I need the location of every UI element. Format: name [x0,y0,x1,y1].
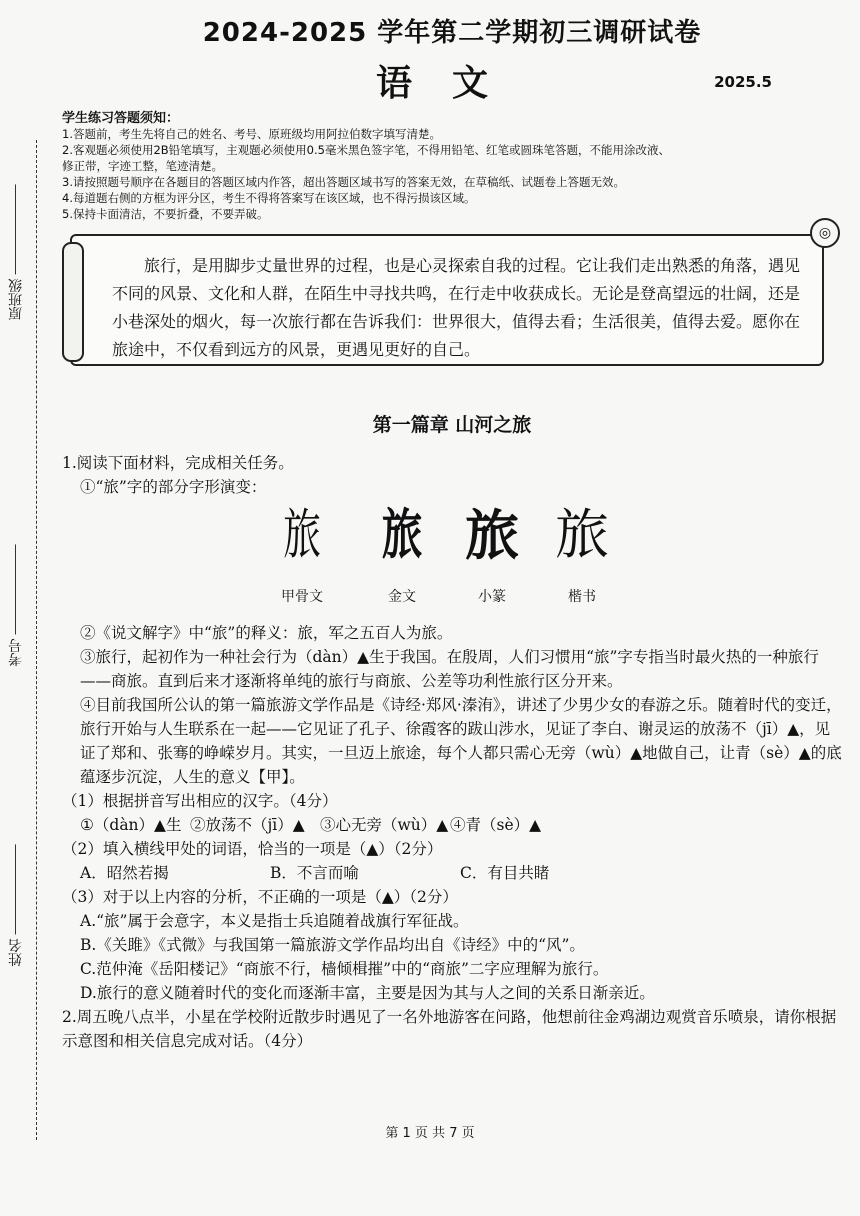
name-field [6,840,26,966]
choice-option: C．有目共睹 [460,864,550,882]
notice-item: 5.保持卡面清洁，不要折叠，不要弄破。 [62,207,269,221]
page-footer: 第 1 页 共 7 页 [385,1126,475,1141]
q1-sub3-stem: （3）对于以上内容的分析，不正确的一项是（▲）（2分） [62,888,458,906]
q1-material-2: ②《说文解字》中“旅”的释义：旅，军之五百人为旅。 [80,624,453,642]
glyph-regular [542,503,622,609]
glyph-caption: 楷书 [568,589,596,605]
choice-option: A.“旅”属于会意字，本义是指士兵追随着战旗行军征战。 [80,912,469,930]
seal-glyph: 旅 [465,503,519,567]
class-blank[interactable] [16,184,17,274]
intro-scroll [70,225,832,366]
choice-option: B．不言而喻 [270,864,359,882]
glyph-evolution [62,503,842,621]
q1-material-1: ①“旅”字的部分字形演变： [80,478,267,496]
choice-option: B.《关雎》《式微》与我国第一篇旅游文学作品均出自《诗经》中的“风”。 [80,936,585,954]
q1-sub2-stem: （2）填入横线甲处的词语，恰当的一项是（▲）（2分） [62,840,443,858]
class-label: 原班级 [8,278,24,321]
binding-margin [0,0,48,1216]
glyph-caption: 小篆 [478,589,506,605]
intro-text: 旅行，是用脚步丈量世界的过程，也是心灵探索自我的过程。它让我们走出熟悉的角落，遇见不同的风景、文化和人群，在陌生中寻找共鸣，在行走中收获成长。无论是登高望远的壮阔，还是小巷深处的烟火，每一次旅行都在告诉我们：世界很大，值得去看；生活很美，值得去爱。愿你在旅途中，不仅看到远方的风景，更遇见更好的自己。 [112,256,801,359]
name-label: 姓名 [8,938,24,967]
glyph-oracle [262,503,342,609]
glyph-caption: 甲骨文 [281,589,323,605]
notice-heading: 学生练习答题须知： [62,111,180,126]
q1-sub1-items [62,813,842,837]
glyph-bronze [362,503,442,609]
notice-item: 2.客观题必须使用2B铅笔填写，主观题必须使用0.5毫米黑色签字笔，不得用铅笔、红笔或圆珠笔答题，不能用涂改液、 [62,143,670,157]
chapter-title: 第一篇章 山河之旅 [372,414,532,436]
exam-title: 2024-2025 学年第二学期初三调研试卷 [202,18,702,48]
glyph-seal [452,503,532,609]
oracle-glyph: 旅 [283,503,321,566]
q1-material-4: ④目前我国所公认的第一篇旅游文学作品是《诗经·郑风·溱洧》，讲述了少男少女的春游之乐。随着时代的变迁，旅行开始与人生联系在一起——它见证了孔子、徐霞客的跋山涉水，见证了李白、谢灵运的放荡不（jī）▲，见证了郑和、张骞的峥嵘岁月。其实，一旦迈上旅途，每个人都只需心无旁（wù）▲地做自己，让青（sè）▲的底蕴逐步沉淀，人生的意义【甲】。 [80,696,842,786]
question-1 [62,451,842,1053]
pinyin-item: ④青（sè）▲ [450,816,542,834]
bronze-glyph: 旅 [381,503,423,566]
exam-date: 2025.5 [714,73,772,91]
choice-option: C.范仲淹《岳阳楼记》“商旅不行，樯倾楫摧”中的“商旅”二字应理解为旅行。 [80,960,609,978]
q1-material-3: ③旅行，起初作为一种社会行为（dàn）▲生于我国。在殷周，人们习惯用“旅”字专指当时最火热的一种旅行——商旅。直到后来才逐渐将单纯的旅行与商旅、公差等功利性旅行区分开来。 [80,648,819,690]
notice-item: 4.每道题右侧的方框为评分区，考生不得将答案写在该区域，也不得污损该区域。 [62,191,476,205]
choice-option: A．昭然若揭 [80,864,169,882]
exam-no-field [6,540,26,666]
subject-title: 语文 [375,63,528,104]
name-blank[interactable] [16,844,17,934]
exam-no-label: 考号 [8,638,24,667]
notice-list [62,126,842,222]
pinyin-item: ②放荡不（jī）▲ [190,816,305,834]
notice-item: 修正带，字迹工整，笔迹清楚。 [62,159,223,173]
question-2-stem: 2.周五晚八点半，小星在学校附近散步时遇见了一名外地游客在问路，他想前往金鸡湖边观赏音乐喷泉，请你根据示意图和相关信息完成对话。（4分） [62,1008,837,1050]
pinyin-item: ①（dàn）▲生 [80,816,182,834]
exam-no-blank[interactable] [16,544,17,634]
scroll-curl-icon: ◎ [810,218,840,248]
notice-item: 3.请按照题号顺序在各题目的答题区域内作答，超出答题区域书写的答案无效，在草稿纸、试题卷上答题无效。 [62,175,625,189]
glyph-caption: 金文 [388,589,416,605]
choice-option: D.旅行的意义随着时代的变化而逐渐丰富，主要是因为其与人之间的关系日渐亲近。 [80,984,655,1002]
class-field [6,180,26,320]
exam-page [62,8,842,1053]
regular-glyph: 旅 [555,503,609,566]
q1-sub1-stem: （1）根据拼音写出相应的汉字。（4分） [62,792,338,810]
subject-row [62,55,842,105]
binding-dash-line [36,140,37,1140]
q1-stem: 1.阅读下面材料，完成相关任务。 [62,454,294,472]
pinyin-item: ③心无旁（wù）▲ [320,816,449,834]
notice-item: 1.答题前，考生先将自己的姓名、考号、原班级均用阿拉伯数字填写清楚。 [62,127,441,141]
q1-sub2-options [62,861,842,885]
